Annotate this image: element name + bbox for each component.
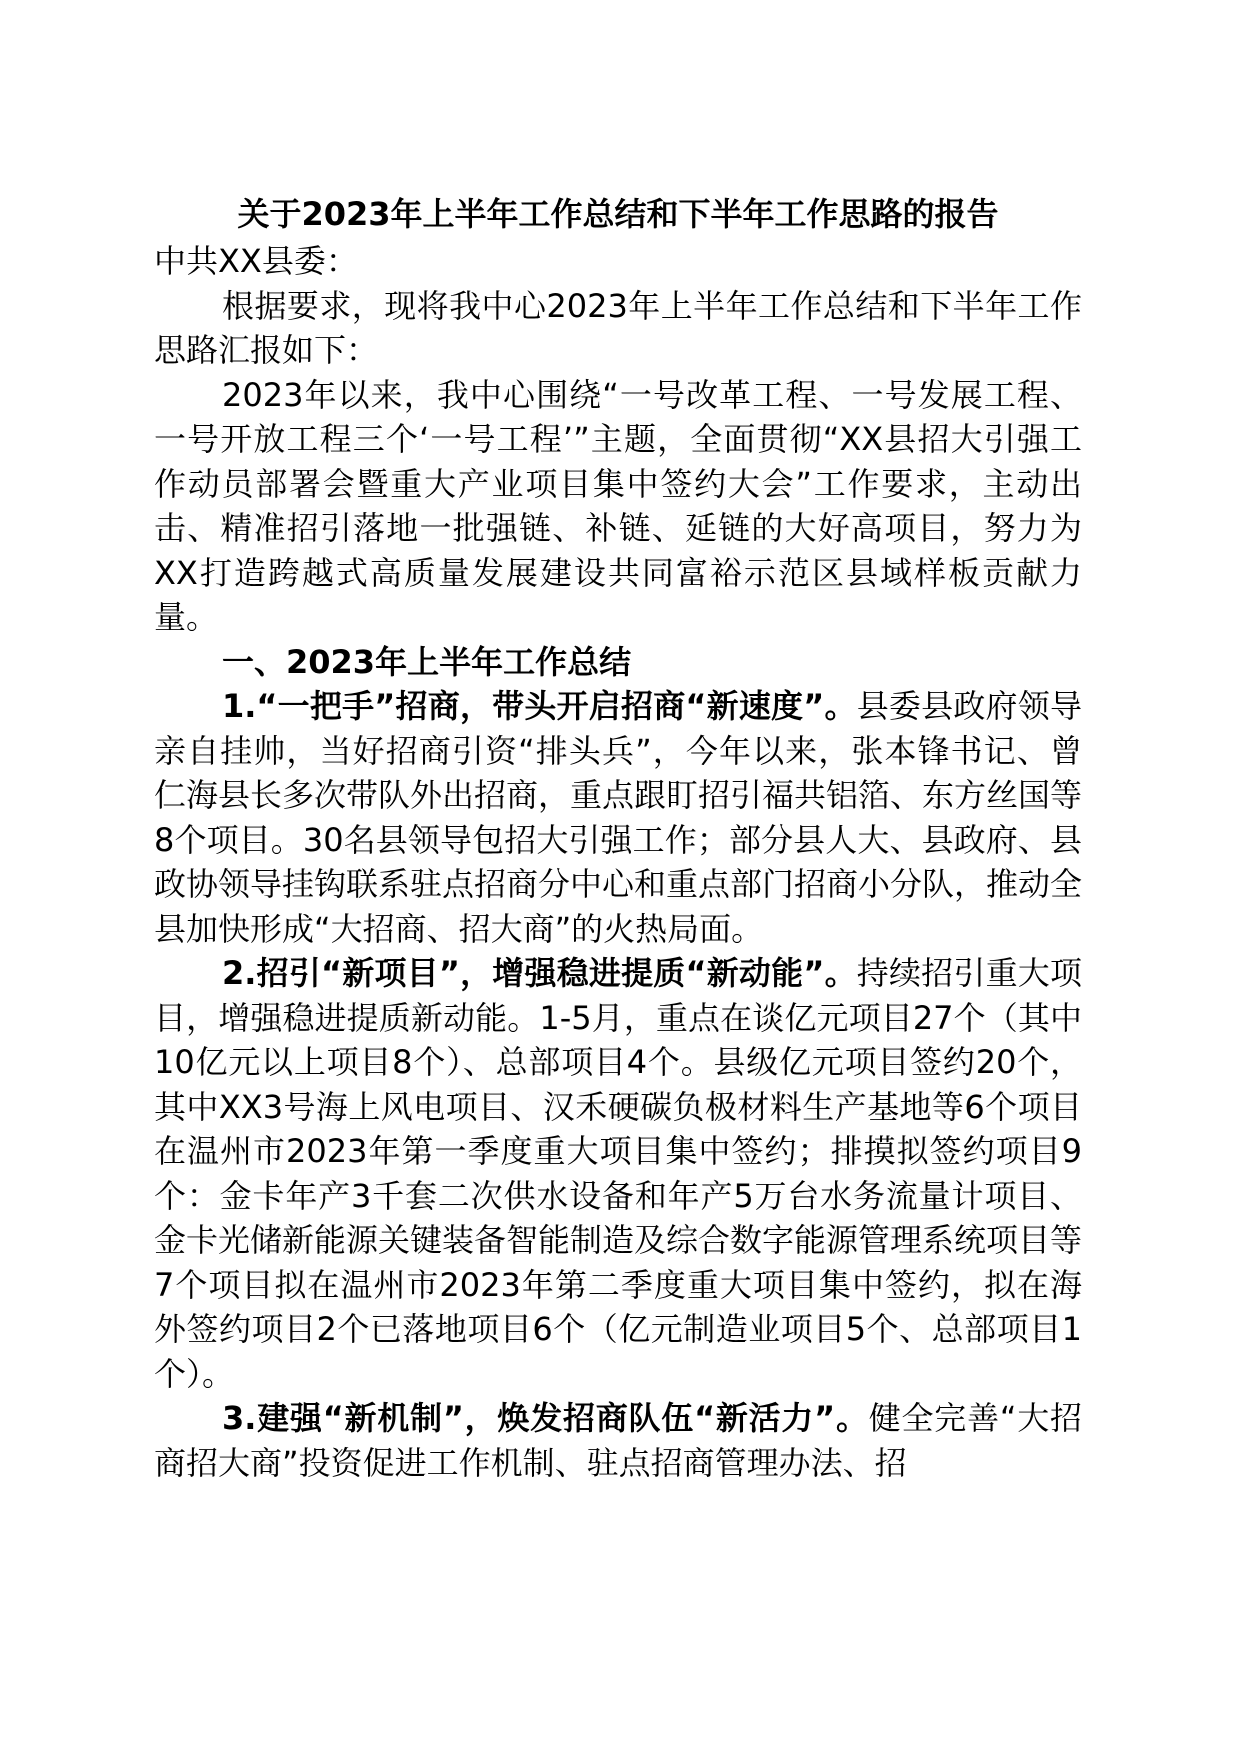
section-heading: 一、2023年上半年工作总结 [222,642,632,681]
summary-item-2 [154,951,1082,1396]
document-page [154,192,1082,1485]
summary-item-body: 持续招引重大项目，增强稳进提质新动能。1-5月，重点在谈亿元项目27个（其中10亿元以上项目8个）、总部项目4个。县级亿元项目签约20个，其中XX3号海上风电项目、汉禾硬碳负极材料生产基地等6个项目在温州市2023年第一季度重大项目集中签约；排摸拟签约项目9个：金卡年产3千套二次供水设备和年产5万台水务流量计项目、金卡光储新能源关键装备智能制造及综合数字能源管理系统项目等7个项目拟在温州市2023年第二季度重大项目集中签约，拟在海外签约项目2个已落地项目6个（亿元制造业项目5个、总部项目1个）。 [154,954,1083,1393]
summary-item-lead: 1.“一把手”招商，带头开启招商“新速度”。 [222,687,857,725]
summary-item-body: 健全完善“大招商招大商”投资促进工作机制、驻点招商管理办法、招 [154,1399,1082,1482]
summary-item-body: 县委县政府领导亲自挂帅，当好招商引资“排头兵”，今年以来，张本锋书记、曾仁海县长多次带队外出招商，重点跟盯招引福共铝箔、东方丝国等8个项目。30名县领导包招大引强工作；部分县人大、县政府、县政协领导挂钩联系驻点招商分中心和重点部门招商小分队，推动全县加快形成“大招商、招大商”的火热局面。 [154,687,1083,948]
summary-item-lead: 3.建强“新机制”，焕发招商队伍“新活力”。 [222,1399,869,1437]
salutation: 中共XX县委： [154,242,358,280]
summary-item-3 [154,1396,1082,1485]
overview-paragraph: 2023年以来，我中心围绕“一号改革工程、一号发展工程、一号开放工程三个‘一号工程’”主题，全面贯彻“XX县招大引强工作动员部署会暨重大产业项目集中签约大会”工作要求，主动出击、精准招引落地一批强链、补链、延链的大好高项目，努力为XX打造跨越式高质量发展建设共同富裕示范区县域样板贡献力量。 [154,375,1082,636]
document-title: 关于2023年上半年工作总结和下半年工作思路的报告 [237,195,999,233]
summary-item-1 [154,684,1082,951]
intro-paragraph: 根据要求，现将我中心2023年上半年工作总结和下半年工作思路汇报如下： [154,286,1082,369]
summary-item-lead: 2.招引“新项目”，增强稳进提质“新动能”。 [222,954,857,992]
